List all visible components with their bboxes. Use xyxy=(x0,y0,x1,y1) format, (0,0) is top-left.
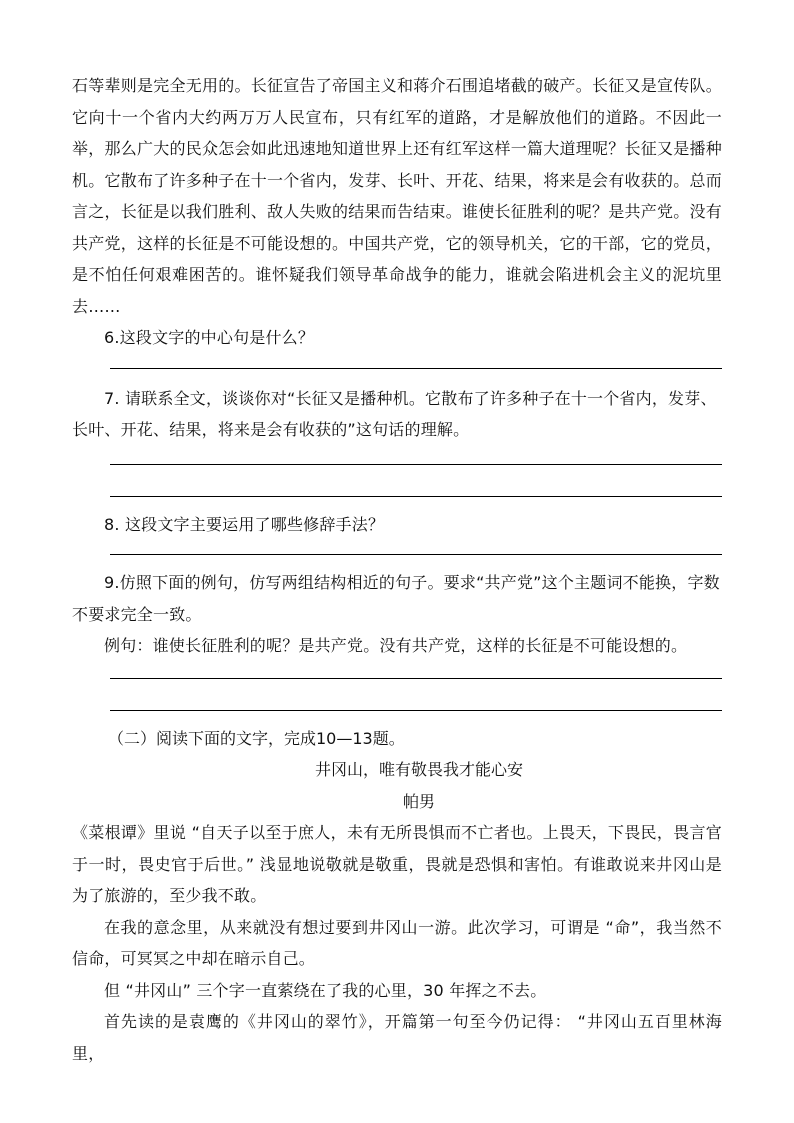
article-paragraph: 在我的意念里，从来就没有想过要到井冈山一游。此次学习，可谓是 “命”，我当然不信命，可冥冥之中却在暗示自己。 xyxy=(72,917,722,968)
question-6: 6.这段文字的中心句是什么？ xyxy=(104,328,315,347)
article-author: 帕男 xyxy=(402,791,435,811)
question-9: 9.仿照下面的例句，仿写两组结构相近的句子。要求“共产党”这个主题词不能换，字数不要求完全一致。 xyxy=(72,573,720,624)
article-paragraph: 但 “井冈山” 三个字一直萦绕在了我的心里，30 年挥之不去。 xyxy=(104,980,547,1000)
question-9-example: 例句：谁使长征胜利的呢？是共产党。没有共产党，这样的长征是不可能设想的。 xyxy=(104,636,688,655)
section-heading: （二）阅读下面的文字，完成10—13题。 xyxy=(108,728,405,748)
article-title: 井冈山，唯有敬畏我才能心安 xyxy=(314,760,523,779)
passage-paragraph: 石等辈则是完全无用的。长征宣告了帝国主义和蒋介石围追堵截的破产。长征又是宣传队。它向十一个省内大约两万万人民宣布，只有红军的道路，才是解放他们的道路。不因此一举，那么广大的民众怎会如此迅速地知道世界上还有红军这样一篇大道理呢？长征又是播种机。它散布了许多种子在十一个省内，发芽、长叶、开花、结果，将来是会有收获的。总而言之，长征是以我们胜利、敌人失败的结果而告结束。谁使长征胜利的呢？是共产党。没有共产党，这样的长征是不可能设想的。中国共产党，它的领导机关，它的干部，它的党员，是不怕任何艰难困苦的。谁怀疑我们领导革命战争的能力，谁就会陷进机会主义的泥坑里去…… xyxy=(72,76,722,316)
question-7: 7. 请联系全文，谈谈你对“长征又是播种机。它散布了许多种子在十一个省内，发芽、长叶、开花、结果，将来是会有收获的”这句话的理解。 xyxy=(72,388,717,439)
question-8: 8. 这段文字主要运用了哪些修辞手法？ xyxy=(104,514,385,534)
article-paragraph: 《菜根谭》里说 “自天子以至于庶人，未有无所畏惧而不亡者也。上畏天，下畏民，畏言官于一时，畏史官于后世。” 浅显地说敬就是敬重，畏就是恐惧和害怕。有谁敢说来井冈山是为了旅游的，至少我不敢。 xyxy=(72,823,722,905)
article-paragraph: 首先读的是袁鹰的《井冈山的翠竹》，开篇第一句至今仍记得： “井冈山五百里林海里， xyxy=(72,1012,722,1063)
